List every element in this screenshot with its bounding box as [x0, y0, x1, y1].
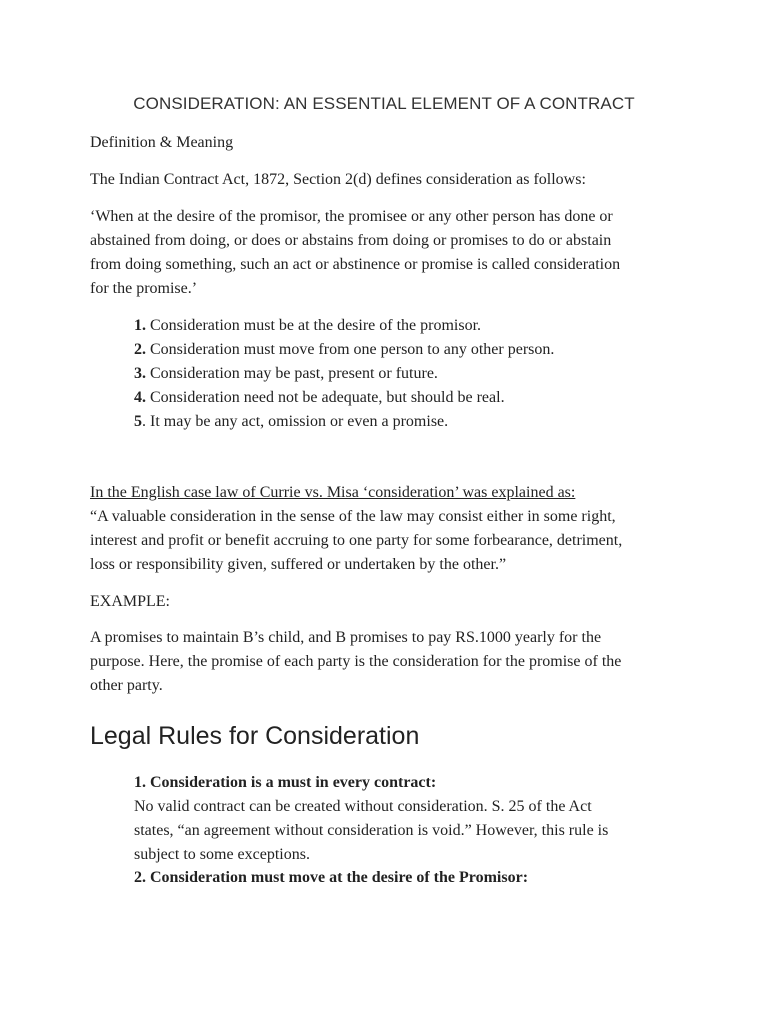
- document-title: CONSIDERATION: AN ESSENTIAL ELEMENT OF A CONTRACT: [133, 94, 635, 113]
- list-item: [134, 338, 554, 362]
- list-text: Consideration must be at the desire of the promisor.: [146, 317, 482, 334]
- list-number: 2.: [134, 341, 146, 358]
- case-law-section: [90, 481, 690, 577]
- case-law-heading: In the English case law of Currie vs. Misa ‘consideration’ was explained as:: [90, 484, 576, 501]
- legal-rule-2: [134, 866, 528, 890]
- list-item: [134, 314, 554, 338]
- list-item: [134, 386, 554, 410]
- example-line: purpose. Here, the promise of each party is the consideration for the promise of the: [90, 653, 622, 670]
- essentials-list: [134, 314, 554, 434]
- intro-paragraph: The Indian Contract Act, 1872, Section 2(d) defines consideration as follows:: [90, 171, 586, 188]
- quote-line: abstained from doing, or does or abstains from doing or promises to do or abstain: [90, 232, 612, 249]
- example-heading: EXAMPLE:: [90, 593, 170, 610]
- quote-line: ‘When at the desire of the promisor, the promisee or any other person has done or: [90, 208, 613, 225]
- example-line: other party.: [90, 677, 163, 694]
- case-quote-line: “A valuable consideration in the sense of the law may consist either in some right,: [90, 508, 616, 525]
- example-line: A promises to maintain B’s child, and B promises to pay RS.1000 yearly for the: [90, 629, 602, 646]
- legal-rule-1: [134, 771, 436, 795]
- definition-heading: Definition & Meaning: [90, 134, 234, 151]
- rule-title: 1. Consideration is a must in every contract:: [134, 774, 437, 791]
- rule-body-line: No valid contract can be created without consideration. S. 25 of the Act: [134, 798, 592, 815]
- legal-rule-1-body: [134, 795, 694, 867]
- quote-line: for the promise.’: [90, 280, 198, 297]
- quote-line: from doing something, such an act or abstinence or promise is called consideration: [90, 256, 621, 273]
- list-item: [134, 410, 554, 434]
- rule-body-line: states, “an agreement without consideration is void.” However, this rule is: [134, 822, 609, 839]
- list-text: Consideration need not be adequate, but should be real.: [146, 389, 505, 406]
- example-paragraph: [90, 626, 690, 698]
- list-text: . It may be any act, omission or even a promise.: [142, 413, 449, 430]
- rule-body-line: subject to some exceptions.: [134, 846, 310, 863]
- rule-title: 2. Consideration must move at the desire of the Promisor:: [134, 869, 529, 886]
- list-text: Consideration must move from one person to any other person.: [146, 341, 555, 358]
- list-number: 1.: [134, 317, 146, 334]
- list-text: Consideration may be past, present or future.: [146, 365, 438, 382]
- definition-quote: [90, 205, 690, 301]
- legal-rules-heading: Legal Rules for Consideration: [90, 722, 420, 750]
- list-item: [134, 362, 554, 386]
- list-number: 4.: [134, 389, 146, 406]
- list-number: 5: [134, 413, 142, 430]
- case-quote-line: interest and profit or benefit accruing to one party for some forbearance, detriment,: [90, 532, 623, 549]
- list-number: 3.: [134, 365, 146, 382]
- case-quote-line: loss or responsibility given, suffered or undertaken by the other.”: [90, 556, 507, 573]
